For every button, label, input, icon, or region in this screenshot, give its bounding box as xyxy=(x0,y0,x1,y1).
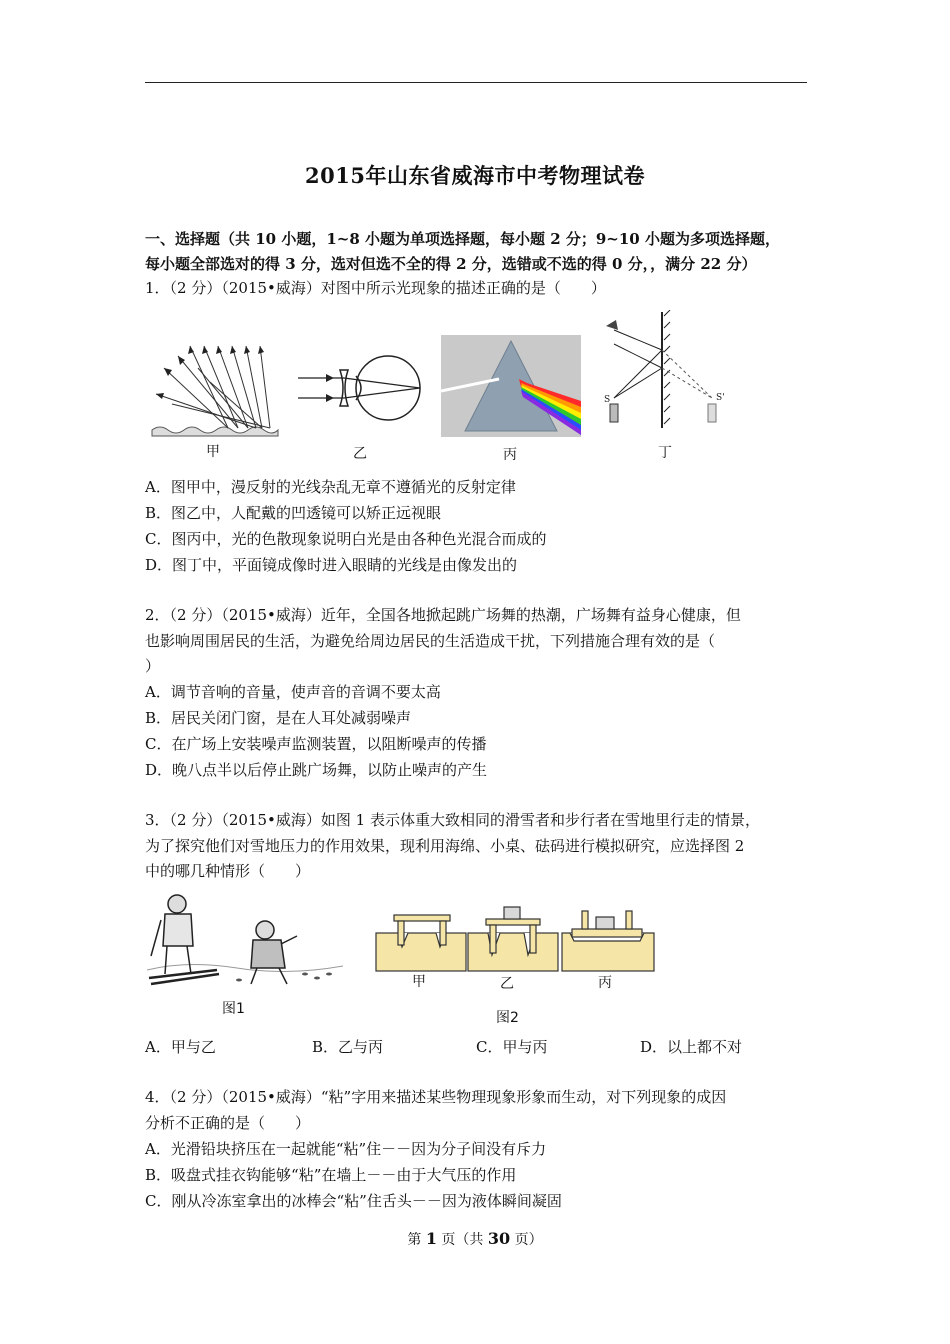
fig2-label-jia: 甲 xyxy=(412,974,426,990)
fig1-label: 图1 xyxy=(222,1001,245,1017)
q2-stem-line2: 也影响周围居民的生活，为避免给周边居民的生活造成干扰，下列措施合理有效的是（ xyxy=(145,632,716,650)
fig2-label-bing: 丙 xyxy=(598,975,612,991)
q3-option-d: D．以上都不对 xyxy=(640,1038,743,1056)
section-heading-line2: 每小题全部选对的得 3 分，选对但选不全的得 2 分，选错或不选的得 0 分，，满分 22 分） xyxy=(145,255,757,273)
q1-option-b: B．图乙中，人配戴的凹透镜可以矫正远视眼 xyxy=(145,504,442,522)
q1-stem: 1．（2 分）（2015•威海）对图中所示光现象的描述正确的是（ ） xyxy=(145,279,606,297)
figure-skier-walker xyxy=(147,890,343,990)
fig-label-bing: 丙 xyxy=(503,447,517,463)
q4-option-b: B．吸盘式挂衣钩能够“粘”在墙上－－由于大气压的作用 xyxy=(145,1166,517,1184)
fig-label-yi: 乙 xyxy=(353,446,367,462)
q4-stem-line1: 4．（2 分）（2015•威海）“粘”字用来描述某些物理现象形象而生动，对下列现象的成因 xyxy=(145,1088,727,1106)
q3-stem-line3: 中的哪几种情形（ ） xyxy=(145,862,311,880)
q3-stem-line2: 为了探究他们对雪地压力的作用效果，现利用海绵、小桌、砝码进行模拟研究，应选择图 2 xyxy=(145,837,745,855)
figure-diffuse-reflection xyxy=(150,338,280,438)
figure-eye-lens xyxy=(296,350,428,430)
q3-option-a: A．甲与乙 xyxy=(145,1038,216,1056)
fig2-label: 图2 xyxy=(496,1010,519,1026)
q2-stem-line1: 2．（2 分）（2015•威海）近年，全国各地掀起跳广场舞的热潮，广场舞有益身心健康，但 xyxy=(145,606,741,624)
mirror-label-s-prime: S' xyxy=(716,393,725,403)
fig-label-jia: 甲 xyxy=(206,444,220,460)
q1-option-a: A．图甲中，漫反射的光线杂乱无章不遵循光的反射定律 xyxy=(145,478,516,496)
figure-prism xyxy=(441,335,581,437)
q1-option-d: D．图丁中，平面镜成像时进入眼睛的光线是由像发出的 xyxy=(145,556,518,574)
section-heading-line1: 一、选择题（共 10 小题，1~8 小题为单项选择题，每小题 2 分；9~10 小题为多项选择题， xyxy=(145,230,780,248)
fig2-label-yi: 乙 xyxy=(500,976,514,992)
q3-option-c: C．甲与丙 xyxy=(476,1038,548,1056)
q4-stem-line2: 分析不正确的是（ ） xyxy=(145,1114,311,1132)
q1-option-c: C．图丙中，光的色散现象说明白光是由各种色光混合而成的 xyxy=(145,530,547,548)
q2-option-d: D．晚八点半以后停止跳广场舞，以防止噪声的产生 xyxy=(145,761,488,779)
footer-middle: 页（共 xyxy=(436,1232,488,1248)
q2-option-b: B．居民关闭门窗，是在人耳处减弱噪声 xyxy=(145,709,412,727)
q4-option-a: A．光滑铅块挤压在一起就能“粘”住－－因为分子间没有斥力 xyxy=(145,1140,547,1158)
footer-total-pages: 30 xyxy=(487,1229,511,1248)
mirror-label-s: S xyxy=(604,395,611,405)
q2-option-c: C．在广场上安装噪声监测装置，以阻断噪声的传播 xyxy=(145,735,487,753)
q2-stem-line3: ） xyxy=(145,657,161,675)
page-footer xyxy=(0,1229,950,1249)
q4-option-c: C．刚从冷冻室拿出的冰棒会“粘”住舌头－－因为液体瞬间凝固 xyxy=(145,1192,562,1210)
q2-option-a: A．调节音响的音量，使声音的音调不要太高 xyxy=(145,683,441,701)
footer-suffix: 页） xyxy=(510,1232,543,1248)
header-rule xyxy=(145,82,807,83)
figure-plane-mirror xyxy=(600,310,730,432)
q3-option-b: B．乙与丙 xyxy=(312,1038,384,1056)
figure-sponge-experiments xyxy=(374,905,656,973)
page-title: 2015年山东省威海市中考物理试卷 xyxy=(305,163,645,188)
fig-label-ding: 丁 xyxy=(658,445,672,461)
footer-page-number: 1 xyxy=(425,1229,437,1248)
footer-prefix: 第 xyxy=(407,1232,426,1248)
q3-stem-line1: 3．（2 分）（2015•威海）如图 1 表示体重大致相同的滑雪者和步行者在雪地里行走的情景， xyxy=(145,811,760,829)
